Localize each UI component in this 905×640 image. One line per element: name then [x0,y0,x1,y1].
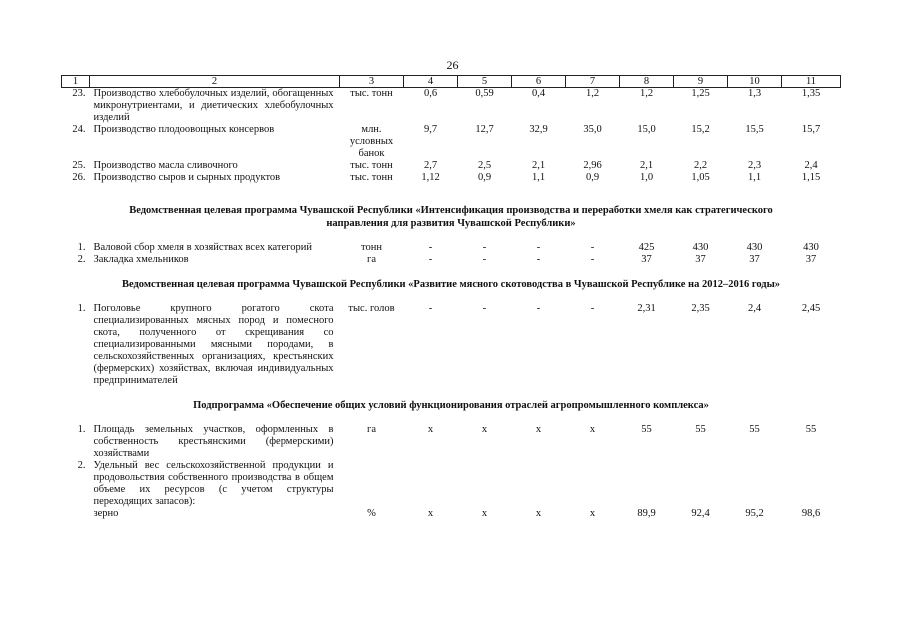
value-cell: 35,0 [583,124,602,135]
header-cell: 7 [566,76,620,88]
value-cell: 2,1 [639,160,654,171]
value-cell: 1,25 [691,88,710,99]
value-cell: 15,7 [801,124,821,135]
value-cell: 37 [641,254,652,265]
unit-cell: % [367,508,376,519]
table-row [62,254,841,266]
value-cell: - [536,303,541,314]
column-number-header [62,76,841,88]
row-number: 1. [77,424,86,435]
value-cell: 0,9 [585,172,600,183]
value-cell: 2,5 [477,160,492,171]
value-cell: - [482,254,487,265]
value-cell: - [428,242,433,253]
unit-cell: га [367,424,376,435]
indicator-name: Производство масла сливочного [93,160,238,171]
value-cell: 2,4 [747,303,762,314]
value-cell: 2,96 [583,160,602,171]
value-cell: 32,9 [529,124,548,135]
row-spacer [62,412,841,424]
value-cell: 37 [805,254,817,265]
value-cell: 2,45 [801,303,821,314]
value-cell: 98,6 [801,508,821,519]
value-cell: х [589,508,596,519]
value-cell: 1,12 [421,172,440,183]
value-cell: 1,2 [585,88,600,99]
value-cell: - [482,242,487,253]
row-number: 25. [72,160,86,171]
value-cell: х [427,424,434,435]
unit-cell: тыс. тонн [350,160,393,171]
value-cell [728,460,782,508]
value-cell: 430 [803,242,819,253]
value-cell: х [535,508,542,519]
value-cell [782,460,841,508]
page-number: 26 [446,58,459,72]
value-cell: - [536,242,541,253]
row-number: 1. [77,242,86,253]
value-cell: - [428,254,433,265]
header-cell: 1 [62,76,90,88]
header-cell: 6 [512,76,566,88]
header-cell: 11 [782,76,841,88]
value-cell: 2,4 [804,160,818,171]
value-cell: 1,1 [747,172,762,183]
indicator-name: Производство хлебобулочных изделий, обогащенных микронутриентами, и диетических хлебобулочных изделий [93,88,334,123]
value-cell: 95,2 [745,508,764,519]
table-row [62,460,841,508]
table-row [62,242,841,254]
value-cell: 0,59 [475,88,494,99]
value-cell: 430 [692,242,709,253]
value-cell: 2,3 [747,160,762,171]
header-cell: 10 [728,76,782,88]
value-cell: 37 [749,254,760,265]
value-cell: 55 [641,424,652,435]
value-cell: 9,7 [423,124,438,135]
value-cell: 1,15 [801,172,821,183]
unit-cell: тонн [361,242,382,253]
value-cell: 1,0 [639,172,654,183]
value-cell: 15,2 [691,124,710,135]
header-cell: 4 [404,76,458,88]
header-cell: 3 [340,76,404,88]
header-cell: 5 [458,76,512,88]
unit-cell: тыс. голов [348,303,395,314]
value-cell: 12,7 [475,124,494,135]
row-spacer [62,184,841,204]
value-cell: - [590,242,595,253]
value-cell [458,460,512,508]
unit-cell: тыс. тонн [350,172,393,183]
header-cell: 8 [620,76,674,88]
value-cell: 37 [695,254,706,265]
value-cell [404,460,458,508]
value-cell: 1,3 [747,88,762,99]
value-cell: - [428,303,433,314]
value-cell: 1,05 [691,172,710,183]
value-cell: х [481,508,488,519]
header-cell: 9 [674,76,728,88]
value-cell: - [590,254,595,265]
unit-cell: га [367,254,376,265]
value-cell: 92,4 [691,508,710,519]
row-number: 2. [77,254,86,265]
indicator-name: Поголовье крупного рогатого скота специализированных мясных пород и помесного скота, полученного от скрещивания со специализированными мясными породами, в сельскохозяйственных организациях, крестьянских (фермерских) хозяйствах, включая индивидуальных предпринимателей [93,303,334,386]
table-row [62,424,841,460]
indicator-name: зерно [93,508,119,519]
row-number: 1. [77,303,86,314]
table-row [62,508,841,520]
unit-cell: млн. условных банок [349,124,394,159]
indicator-name: Валовой сбор хмеля в хозяйствах всех категорий [93,242,312,253]
row-number: 26. [72,172,86,183]
row-spacer [62,387,841,399]
table-row [62,88,841,125]
value-cell: 89,9 [637,508,656,519]
value-cell: 2,35 [691,303,710,314]
table-row [62,160,841,172]
value-cell: 0,9 [477,172,492,183]
table-row [62,303,841,387]
row-number: 2. [77,460,86,471]
value-cell: 1,1 [531,172,546,183]
value-cell: 15,5 [745,124,764,135]
value-cell: 2,7 [423,160,438,171]
indicator-name: Производство плодоовощных консервов [93,124,275,135]
value-cell: 15,0 [637,124,656,135]
row-number: 23. [72,88,86,99]
unit-cell [340,460,404,508]
section-heading: Ведомственная целевая программа Чувашской Республики «Развитие мясного скотоводства в Чувашской Республике на 2012–2016 годы» [121,279,781,290]
table-row [62,124,841,160]
section-heading: Ведомственная целевая программа Чувашской Республики «Интенсификация производства и переработки хмеля как стратегического направления для развития Чувашской Республики» [129,205,773,229]
value-cell [620,460,674,508]
row-number: 24. [72,124,86,135]
value-cell [674,460,728,508]
value-cell: 430 [746,242,763,253]
value-cell [566,460,620,508]
value-cell: 55 [695,424,706,435]
table-row [62,172,841,184]
value-cell: 2,1 [531,160,546,171]
value-cell [512,460,566,508]
value-cell: 0,6 [423,88,438,99]
row-spacer [62,230,841,242]
value-cell: х [427,508,434,519]
indicator-name: Закладка хмельников [93,254,189,265]
row-number [62,508,90,520]
indicator-name: Площадь земельных участков, оформленных в собственность крестьянскими (фермерскими) хозяйствами [93,424,334,459]
row-spacer [62,266,841,278]
value-cell: 2,31 [637,303,656,314]
value-cell: 425 [638,242,655,253]
value-cell: - [536,254,541,265]
unit-cell: тыс. тонн [350,88,393,99]
value-cell: 1,35 [801,88,821,99]
value-cell: х [535,424,542,435]
section-heading: Подпрограмма «Обеспечение общих условий функционирования отраслей агропромышленного комплекса» [193,400,709,411]
value-cell: х [481,424,488,435]
value-cell: 55 [805,424,817,435]
value-cell: 55 [749,424,760,435]
value-cell: 2,2 [693,160,708,171]
row-spacer [62,291,841,303]
value-cell: - [482,303,487,314]
value-cell: - [590,303,595,314]
value-cell: х [589,424,596,435]
indicator-name: Производство сыров и сырных продуктов [93,172,281,183]
indicator-name: Удельный вес сельскохозяйственной продукции и продовольствия собственного производства в общем объеме их ресурсов (с учетом структуры переходящих запасов): [93,460,334,507]
indicators-table [61,75,841,520]
value-cell: 1,2 [639,88,654,99]
header-cell: 2 [90,76,340,88]
value-cell: 0,4 [531,88,546,99]
